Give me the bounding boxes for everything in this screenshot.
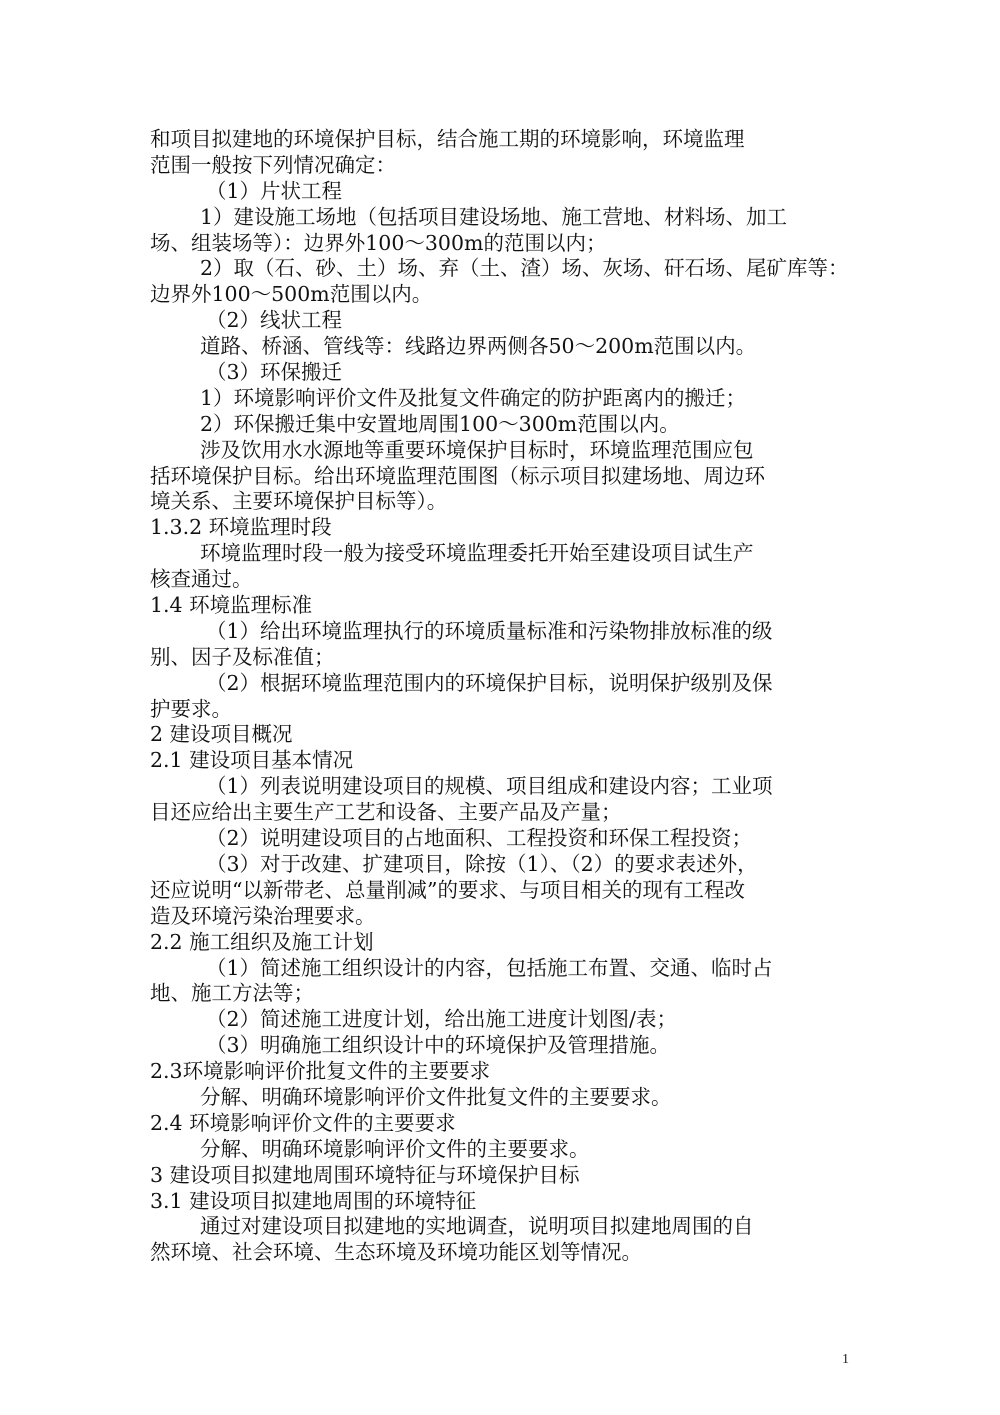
section-heading: 2.1 建设项目基本情况 <box>150 748 354 773</box>
body-text-line: 和项目拟建地的环境保护目标，结合施工期的环境影响，环境监理 <box>150 127 745 151</box>
body-text-line: 然环境、社会环境、生态环境及环境功能区划等情况。 <box>150 1240 642 1265</box>
body-text-line: 1）环境影响评价文件及批复文件确定的防护距离内的搬迁； <box>200 385 747 410</box>
body-text-line: 护要求。 <box>150 696 232 721</box>
body-text-line: 通过对建设项目拟建地的实地调查，说明项目拟建地周围的自 <box>200 1214 754 1239</box>
body-text-line: 2）取（石、砂、土）场、弃（土、渣）场、灰场、矸石场、尾矿库等： <box>200 256 849 281</box>
body-text-line: （2）简述施工进度计划，给出施工进度计划图/表； <box>206 1007 677 1032</box>
body-text-line: （2）说明建设项目的占地面积、工程投资和环保工程投资； <box>206 826 753 851</box>
body-text-line: 涉及饮用水水源地等重要环境保护目标时，环境监理范围应包 <box>200 437 754 462</box>
body-text-line: （1）列表说明建设项目的规模、项目组成和建设内容；工业项 <box>206 774 773 799</box>
body-text-line: （3）对于改建、扩建项目，除按（1）、（2）的要求表述外， <box>206 851 758 876</box>
subsection-heading: （3）环保搬迁 <box>206 360 343 385</box>
section-heading: 2 建设项目概况 <box>150 722 293 747</box>
body-text-line: 境关系、主要环境保护目标等）。 <box>150 489 448 514</box>
body-text-line: 分解、明确环境影响评价文件批复文件的主要要求。 <box>200 1084 672 1109</box>
body-text-line: 分解、明确环境影响评价文件的主要要求。 <box>200 1136 590 1161</box>
body-text-line: 2）环保搬迁集中安置地周围100～300m范围以内。 <box>200 411 680 436</box>
section-heading: 3.1 建设项目拟建地周围的环境特征 <box>150 1188 477 1213</box>
body-text-line: 别、因子及标准值； <box>150 644 335 669</box>
body-text-line: （1）简述施工组织设计的内容，包括施工布置、交通、临时占 <box>206 955 773 980</box>
body-text-line: 环境监理时段一般为接受环境监理委托开始至建设项目试生产 <box>200 541 754 566</box>
body-text-line: 道路、桥涵、管线等：线路边界两侧各50～200m范围以内。 <box>200 334 757 359</box>
body-text-line: 1）建设施工场地（包括项目建设场地、施工营地、材料场、加工 <box>200 204 788 229</box>
body-text-line: （3）明确施工组织设计中的环境保护及管理措施。 <box>206 1033 671 1058</box>
body-text-line: 括环境保护目标。给出环境监理范围图（标示项目拟建场地、周边环 <box>150 463 765 488</box>
section-heading: 2.3环境影响评价批复文件的主要要求 <box>150 1059 491 1084</box>
document-body <box>150 127 850 1266</box>
section-heading: 2.2 施工组织及施工计划 <box>150 929 374 954</box>
body-text-line: 范围一般按下列情况确定： <box>150 152 396 177</box>
subsection-heading: （1）片状工程 <box>206 178 343 203</box>
body-text-line: 地、施工方法等； <box>150 981 314 1006</box>
body-text-line: 核查通过。 <box>150 567 253 592</box>
section-heading: 1.3.2 环境监理时段 <box>150 515 332 540</box>
section-heading: 3 建设项目拟建地周围环境特征与环境保护目标 <box>150 1162 580 1187</box>
body-text-line: 边界外100～500m范围以内。 <box>150 282 433 307</box>
body-text-line: 还应说明“以新带老、总量削减”的要求、与项目相关的现有工程改 <box>150 877 745 902</box>
body-text-line: 造及环境污染治理要求。 <box>150 903 376 928</box>
body-text-line: （2）根据环境监理范围内的环境保护目标，说明保护级别及保 <box>206 670 773 695</box>
body-text-line: 场、组装场等）：边界外100～300m的范围以内； <box>150 230 607 255</box>
section-heading: 2.4 环境影响评价文件的主要要求 <box>150 1110 456 1135</box>
subsection-heading: （2）线状工程 <box>206 308 343 333</box>
body-text-line: 目还应给出主要生产工艺和设备、主要产品及产量； <box>150 800 622 825</box>
page-number: 1 <box>842 1352 849 1367</box>
section-heading: 1.4 环境监理标准 <box>150 593 313 618</box>
body-text-line: （1）给出环境监理执行的环境质量标准和污染物排放标准的级 <box>206 618 773 643</box>
